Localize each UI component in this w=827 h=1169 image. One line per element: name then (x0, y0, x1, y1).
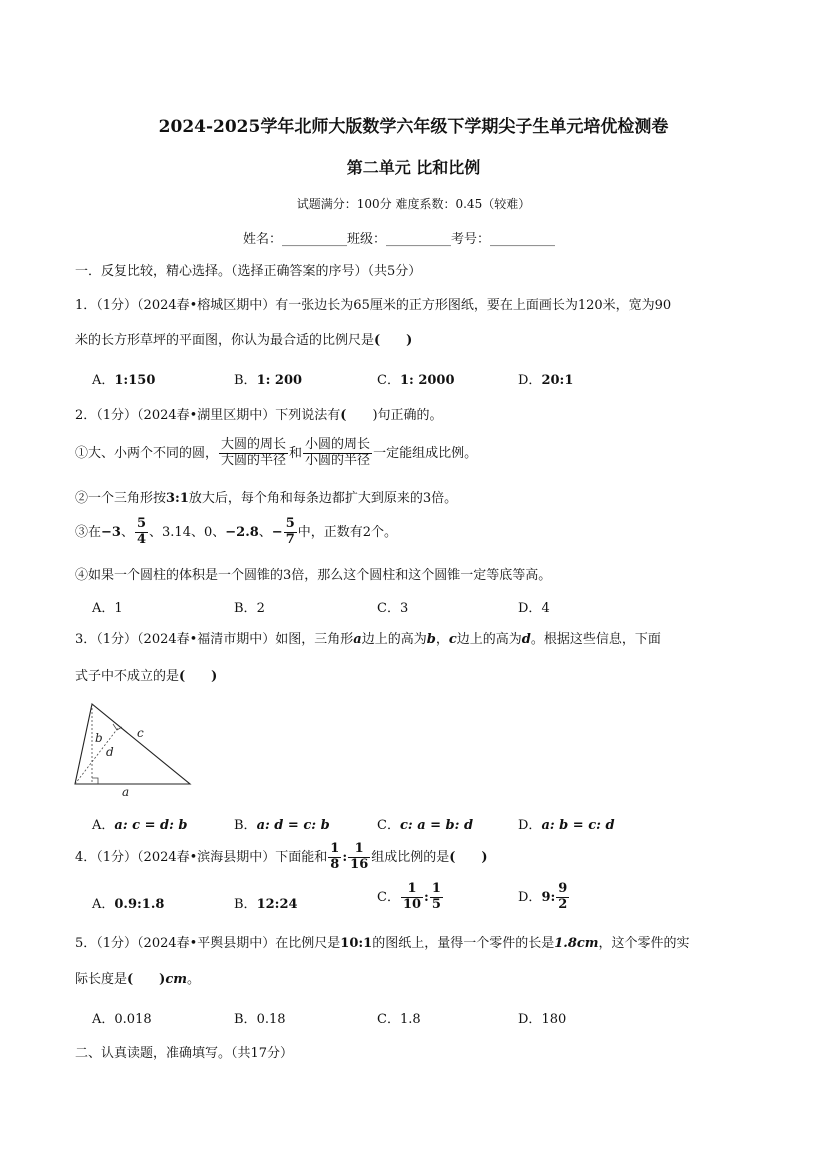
q3-option-c[interactable]: C．c: a = b: d (377, 818, 474, 833)
q2-statement-4: ④如果一个圆柱的体积是一个圆锥的3倍，那么这个圆柱和这个圆锥一定等底等高。 (75, 568, 552, 583)
exam-info: 试题满分：100分 难度系数：0.45（较难） (296, 197, 531, 211)
q4-option-c[interactable]: C． $\frac{1}{10}$ : $\frac{1}{5}$ (377, 881, 441, 912)
exam-title: 2024-2025学年北师大版数学六年级下学期尖子生单元培优检测卷 (158, 117, 669, 137)
q5-line2: 际长度是( )cm。 (75, 972, 201, 987)
q3-line1: 3．（1分）（2024春•福清市期中）如图，三角形a边上的高为b，c边上的高为d。根据这些信息，下面 (75, 632, 661, 647)
q2-option-c[interactable]: C．3 (377, 601, 409, 616)
label-c: c (137, 726, 144, 740)
q2-stem: 2．（1分）（2024春•湖里区期中）下列说法有( )句正确的。 (75, 408, 443, 423)
section1-heading: 一．反复比较，精心选择。（选择正确答案的序号）（共5分） (75, 264, 422, 279)
q2-option-d[interactable]: D．4 (518, 601, 550, 616)
q5-option-a[interactable]: A．0.018 (92, 1012, 152, 1027)
q1-option-a[interactable]: A．1:150 (92, 373, 156, 388)
q2-option-b[interactable]: B．2 (234, 601, 265, 616)
q1-option-d[interactable]: D．20:1 (518, 373, 574, 388)
q5-option-d[interactable]: D．180 (518, 1012, 567, 1027)
section2-heading: 二、认真读题，准确填写。（共17分） (75, 1046, 294, 1061)
triangle-figure (70, 700, 195, 798)
q1-bracket-open: ( (374, 333, 381, 348)
label-a: a (122, 785, 130, 798)
q4-option-a[interactable]: A．0.9:1.8 (92, 897, 165, 912)
q4-stem: 4．（1分）（2024春•滨海县期中）下面能和 $\frac{1}{8}$ : $\frac{1}{16}$ 组成比例的是( ) (75, 841, 488, 872)
q5-option-c[interactable]: C．1.8 (377, 1012, 421, 1027)
label-d: d (106, 745, 114, 759)
q1-line1: 1．（1分）（2024春•榕城区期中）有一张边长为65厘米的正方形图纸，要在上面画长为120米，宽为90 (75, 298, 672, 313)
right-angle-mark-a (92, 778, 98, 784)
q3-line2: 式子中不成立的是( ) (75, 669, 218, 684)
q2-statement-1: ①大、小两个不同的圆， $\frac{\text{大圆的周长}}{\text{大圆的半径}}$ 和 $\frac{\text{小圆的周长}}{\text{小圆的半径}}$ 一定能组成比例。 (75, 437, 478, 468)
q4-option-b[interactable]: B．12:24 (234, 897, 298, 912)
student-fields: 姓名：__________班级：__________考号：__________ (243, 232, 556, 247)
q1-line2 (75, 329, 412, 348)
q5-line1: 5．（1分）（2024春•平舆县期中）在比例尺是10:1的图纸上，量得一个零件的长是1.8cm，这个零件的实 (75, 936, 690, 951)
q3-option-a[interactable]: A．a: c = d: b (92, 818, 188, 833)
q3-option-b[interactable]: B．a: d = c: b (234, 818, 330, 833)
q2-statement-3: ③在−3、 $\frac{5}{4}$ 、3.14、0、−2.8、− $\frac{5}{7}$ 中，正数有2个。 (75, 516, 398, 547)
q4-option-d[interactable]: D．9: $\frac{9}{2}$ (518, 881, 568, 912)
q1-option-c[interactable]: C．1: 2000 (377, 373, 455, 388)
q2-statement-2: ②一个三角形按3:1放大后，每个角和每条边都扩大到原来的3倍。 (75, 491, 458, 506)
q5-option-b[interactable]: B．0.18 (234, 1012, 286, 1027)
q3-option-d[interactable]: D．a: b = c: d (518, 818, 615, 833)
q1-bracket-close: ) (406, 333, 413, 348)
unit-title: 第二单元 比和比例 (346, 158, 481, 177)
q1-stem: 米的长方形草坪的平面图，你认为最合适的比例尺是 (75, 333, 375, 348)
label-b: b (95, 731, 103, 745)
q1-option-b[interactable]: B．1: 200 (234, 373, 303, 388)
q2-option-a[interactable]: A．1 (92, 601, 123, 616)
